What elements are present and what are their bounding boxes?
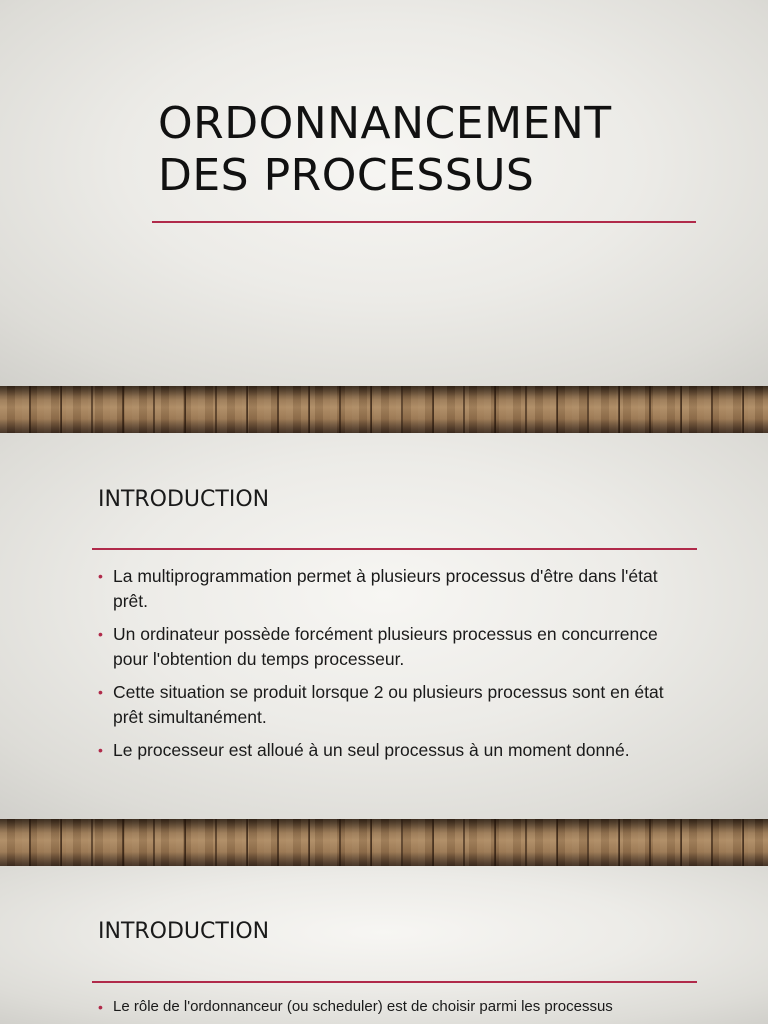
slide-title — [158, 98, 612, 202]
bullet-icon: • — [98, 626, 103, 642]
bullet-icon: • — [98, 684, 103, 700]
title-line-1: ORDONNANCEMENT — [158, 98, 612, 149]
slide-floor-divider — [0, 386, 768, 433]
slide-title: INTRODUCTION — [98, 919, 270, 944]
title-divider — [92, 981, 697, 983]
slide-1[interactable] — [0, 0, 768, 386]
title-divider — [152, 221, 696, 223]
slide-title: INTRODUCTION — [98, 487, 270, 512]
bullet-list — [98, 996, 688, 1024]
list-item: • Le rôle de l'ordonnanceur (ou scheduler) est de choisir parmi les processus — [98, 996, 688, 1018]
list-item: • La multiprogrammation permet à plusieurs processus d'être dans l'état prêt. — [98, 566, 658, 611]
slide-3[interactable] — [0, 866, 768, 1024]
title-line-2: DES PROCESSUS — [158, 150, 535, 201]
list-item: • Un ordinateur possède forcément plusieurs processus en concurrence pour l'obtention du temps processeur. — [98, 624, 658, 669]
slide-2[interactable] — [0, 433, 768, 819]
title-divider — [92, 548, 697, 550]
bullet-icon: • — [98, 568, 103, 584]
bullet-icon: • — [98, 999, 103, 1015]
bullet-list — [98, 564, 688, 771]
slide-floor-divider — [0, 819, 768, 866]
list-item: • Cette situation se produit lorsque 2 ou plusieurs processus sont en état prêt simultanément. — [98, 682, 664, 727]
bullet-icon: • — [98, 742, 103, 758]
list-item: • Le processeur est alloué à un seul processus à un moment donné. — [98, 738, 688, 763]
